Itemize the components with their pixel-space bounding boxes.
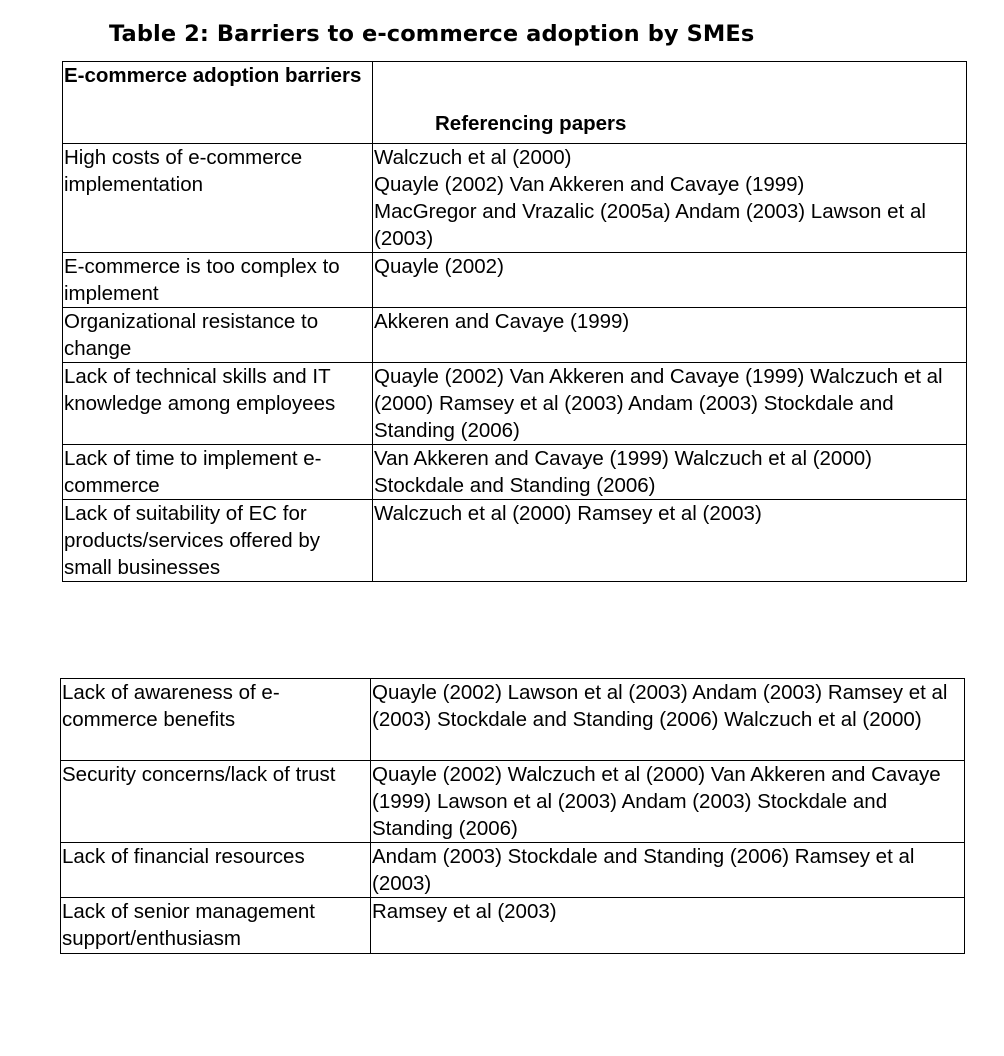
barriers-table-part-1 [62,61,967,582]
papers-cell: Quayle (2002) [373,253,967,308]
papers-cell: Quayle (2002) Lawson et al (2003) Andam (2003) Ramsey et al (2003) Stockdale and Standing (2006) Walczuch et al (2000) [371,679,965,761]
header-barriers: E-commerce adoption barriers [63,62,373,144]
table-header-row [63,62,967,144]
papers-cell [373,144,967,253]
barrier-cell: E-commerce is too complex to implement [63,253,373,308]
papers-line: MacGregor and Vrazalic (2005a) Andam (2003) Lawson et al (2003) [374,200,926,250]
table-row [63,500,967,582]
barriers-table-part-2 [60,678,965,954]
table-row [61,898,965,954]
papers-cell: Andam (2003) Stockdale and Standing (2006) Ramsey et al (2003) [371,843,965,898]
papers-line: Walczuch et al (2000) [374,146,572,169]
barrier-cell: Lack of financial resources [61,843,371,898]
papers-cell: Quayle (2002) Walczuch et al (2000) Van Akkeren and Cavaye (1999) Lawson et al (2003) Andam (2003) Stockdale and Standing (2006) [371,761,965,843]
table-row [61,843,965,898]
table-caption: Table 2: Barriers to e-commerce adoption by SMEs [109,21,755,47]
papers-cell: Van Akkeren and Cavaye (1999) Walczuch et al (2000) Stockdale and Standing (2006) [373,445,967,500]
table-row [63,308,967,363]
table-row [63,144,967,253]
table-row [61,761,965,843]
barrier-cell: Lack of awareness of e-commerce benefits [61,679,371,761]
table-row [61,679,965,761]
papers-cell: Quayle (2002) Van Akkeren and Cavaye (1999) Walczuch et al (2000) Ramsey et al (2003) Andam (2003) Stockdale and Standing (2006) [373,363,967,445]
table-row [63,253,967,308]
table-row [63,445,967,500]
barrier-cell: High costs of e-commerce implementation [63,144,373,253]
barrier-cell: Security concerns/lack of trust [61,761,371,843]
barrier-cell: Lack of suitability of EC for products/services offered by small businesses [63,500,373,582]
barrier-cell: Lack of time to implement e-commerce [63,445,373,500]
barrier-cell: Organizational resistance to change [63,308,373,363]
table-row [63,363,967,445]
papers-cell: Akkeren and Cavaye (1999) [373,308,967,363]
papers-line: Quayle (2002) Van Akkeren and Cavaye (1999) [374,173,805,196]
papers-cell: Walczuch et al (2000) Ramsey et al (2003) [373,500,967,582]
barrier-cell: Lack of senior management support/enthusiasm [61,898,371,954]
papers-cell: Ramsey et al (2003) [371,898,965,954]
barrier-cell: Lack of technical skills and IT knowledge among employees [63,363,373,445]
header-referencing-papers: Referencing papers [373,62,967,144]
